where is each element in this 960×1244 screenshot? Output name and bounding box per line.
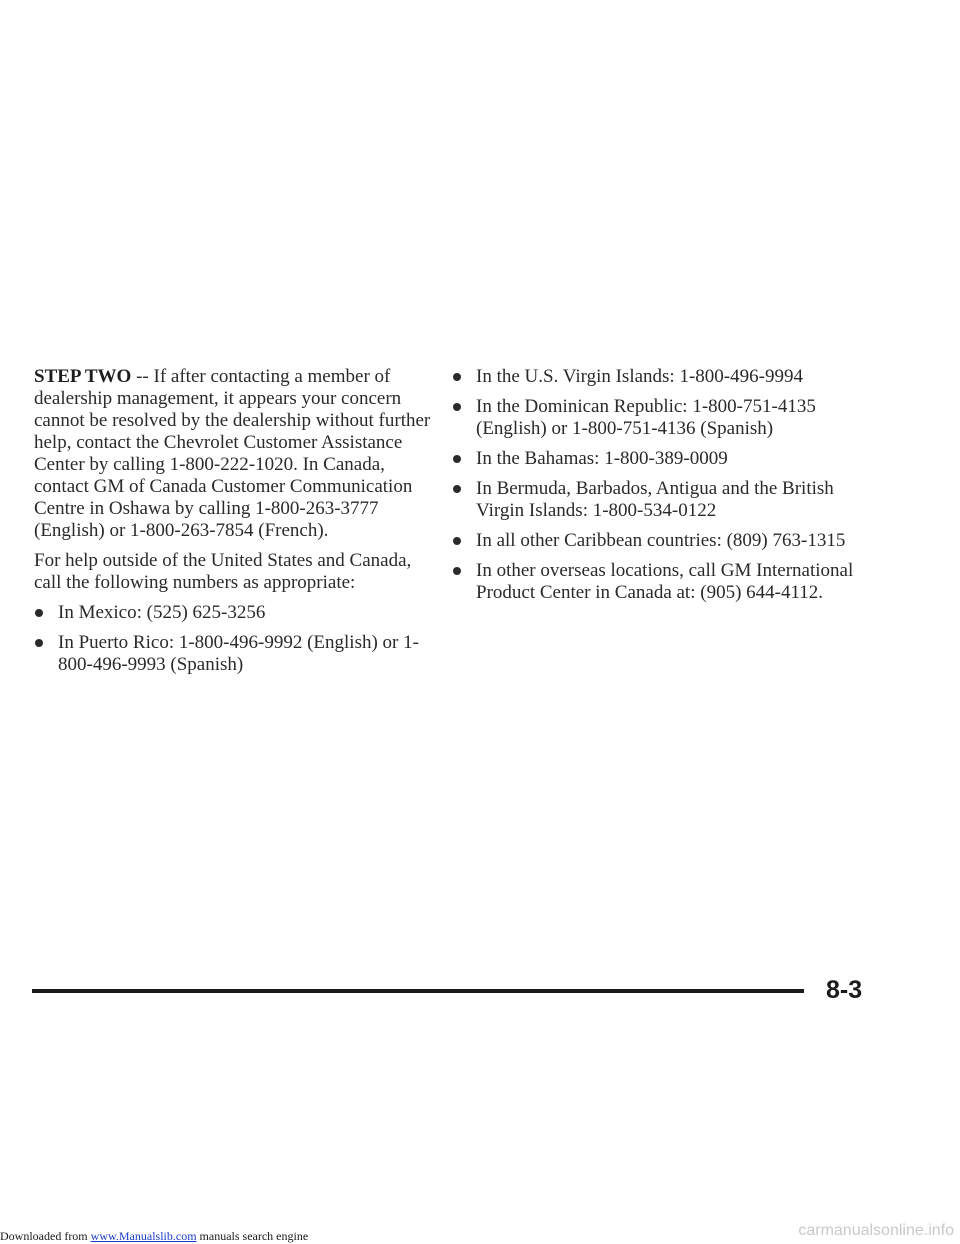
footer-suffix: manuals search engine — [196, 1229, 309, 1243]
footer-prefix: Downloaded from — [0, 1229, 91, 1243]
bullet-icon — [453, 567, 461, 575]
bullet-icon — [35, 639, 43, 647]
left-column — [34, 366, 434, 684]
list-item — [452, 478, 872, 522]
site-watermark: carmanualsonline.info — [798, 1222, 954, 1239]
step-two-paragraph — [34, 366, 434, 542]
bullet-icon — [453, 537, 461, 545]
list-item-text: In Mexico: (525) 625-3256 — [58, 602, 266, 623]
page-number: 8-3 — [826, 976, 863, 1004]
outside-us-intro: For help outside of the United States and Canada, call the following numbers as appropriate: — [34, 550, 412, 593]
step-two-label: STEP TWO — [34, 366, 132, 387]
list-item-text: In other overseas locations, call GM International Product Center in Canada at: (905) 644-4112. — [476, 560, 854, 603]
list-item — [34, 632, 434, 676]
list-item — [452, 366, 872, 388]
list-item-text: In the U.S. Virgin Islands: 1-800-496-9994 — [476, 366, 803, 387]
list-item — [34, 602, 434, 624]
bullet-icon — [453, 455, 461, 463]
bullet-icon — [453, 373, 461, 381]
left-bullet-list — [34, 602, 434, 676]
list-item — [452, 560, 872, 604]
list-item-text: In Bermuda, Barbados, Antigua and the British Virgin Islands: 1-800-534-0122 — [476, 478, 834, 521]
bullet-icon — [453, 485, 461, 493]
list-item-text: In the Bahamas: 1-800-389-0009 — [476, 448, 728, 469]
list-item — [452, 448, 872, 470]
list-item-text: In all other Caribbean countries: (809) 763-1315 — [476, 530, 846, 551]
right-bullet-list — [452, 366, 872, 604]
step-two-text: -- If after contacting a member of dealership management, it appears your concern cannot be resolved by the dealership without further help, contact the Chevrolet Customer Assistance Center by calling 1-800-222-1020. In Canada, contact GM of Canada Customer Communication Centre in Oshawa by calling 1-800-263-3777 (English) or 1-800-263-7854 (French). — [34, 366, 431, 541]
footer-rule — [32, 989, 804, 993]
list-item-text: In the Dominican Republic: 1-800-751-4135 (English) or 1-800-751-4136 (Spanish) — [476, 396, 816, 439]
bullet-icon — [35, 609, 43, 617]
manualslib-link[interactable]: www.Manualslib.com — [90, 1229, 197, 1243]
right-column — [452, 366, 872, 612]
list-item — [452, 396, 872, 440]
bullet-icon — [453, 403, 461, 411]
list-item-text: In Puerto Rico: 1-800-496-9992 (English) or 1-800-496-9993 (Spanish) — [58, 632, 419, 675]
list-item — [452, 530, 872, 552]
